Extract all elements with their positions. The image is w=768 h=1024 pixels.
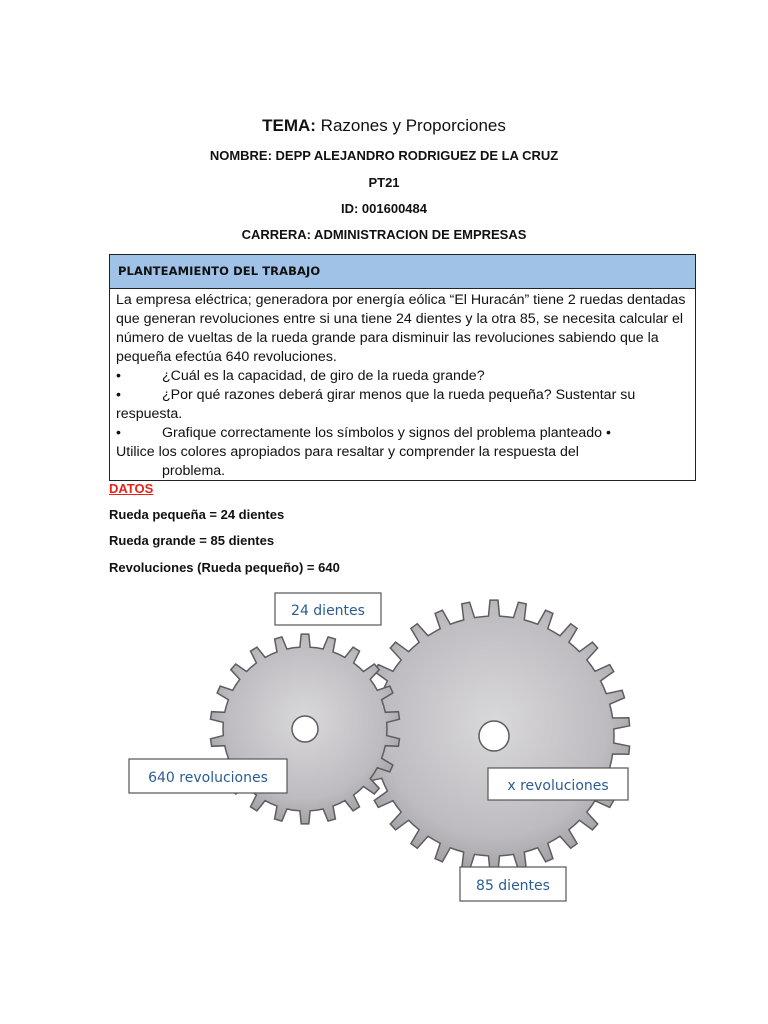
- label-640-revoluciones-text: 640 revoluciones: [148, 770, 268, 786]
- datos-big-wheel: Rueda grande = 85 dientes: [109, 533, 275, 548]
- label-24-dientes: [275, 593, 381, 625]
- question-4-continuation: problema.: [162, 463, 226, 479]
- question-1: [116, 367, 689, 386]
- student-name: NOMBRE: DEPP ALEJANDRO RODRIGUEZ DE LA CRUZ: [209, 148, 559, 163]
- datos-heading: DATOS: [109, 481, 154, 496]
- bullet: •: [116, 387, 121, 403]
- bullet: •: [116, 425, 121, 441]
- question-2: [116, 386, 689, 424]
- label-85-dientes: [460, 867, 566, 901]
- problem-statement-heading: PLANTEAMIENTO DEL TRABAJO: [110, 255, 695, 289]
- label-85-dientes-text: 85 dientes: [476, 878, 550, 894]
- question-4-text: Utilice los colores apropiados para resaltar y comprender la respuesta del: [116, 444, 579, 460]
- label-x-revoluciones: [488, 768, 628, 800]
- gears-figure: [120, 585, 640, 905]
- question-3: [116, 424, 689, 443]
- problem-statement-box: [109, 254, 696, 481]
- question-2-text: ¿Por qué razones deberá girar menos que la rueda pequeña? Sustentar su respuesta.: [116, 387, 636, 422]
- course-code: PT21: [368, 175, 400, 190]
- question-1-text: ¿Cuál es la capacidad, de giro de la rueda grande?: [162, 368, 485, 384]
- career: CARRERA: ADMINISTRACION DE EMPRESAS: [241, 227, 527, 242]
- label-x-revoluciones-text: x revoluciones: [507, 778, 609, 794]
- bullet: •: [116, 368, 121, 384]
- datos-small-wheel: Rueda pequeña = 24 dientes: [109, 507, 285, 522]
- title-prefix: TEMA:: [262, 116, 316, 135]
- document-title: [0, 116, 768, 136]
- label-640-revoluciones: [129, 759, 287, 793]
- big-gear-hole: [479, 721, 509, 751]
- problem-paragraph: La empresa eléctrica; generadora por energía eólica “El Huracán” tiene 2 ruedas dentadas que generan revoluciones entre si una tiene 24 dientes y la otra 85, se necesita calcular el número de vueltas de la rueda grande para disminuir las revoluciones sabiendo que la pequeña efectúa 640 revoluciones.: [116, 292, 686, 365]
- small-gear-hole: [292, 716, 318, 742]
- problem-statement-body: [110, 289, 695, 481]
- label-24-dientes-text: 24 dientes: [291, 603, 365, 619]
- title-topic: Razones y Proporciones: [315, 116, 506, 135]
- question-3-text: Grafique correctamente los símbolos y signos del problema planteado •: [162, 425, 611, 441]
- student-id: ID: 001600484: [340, 201, 427, 216]
- datos-revolutions: Revoluciones (Rueda pequeño) = 640: [109, 560, 340, 575]
